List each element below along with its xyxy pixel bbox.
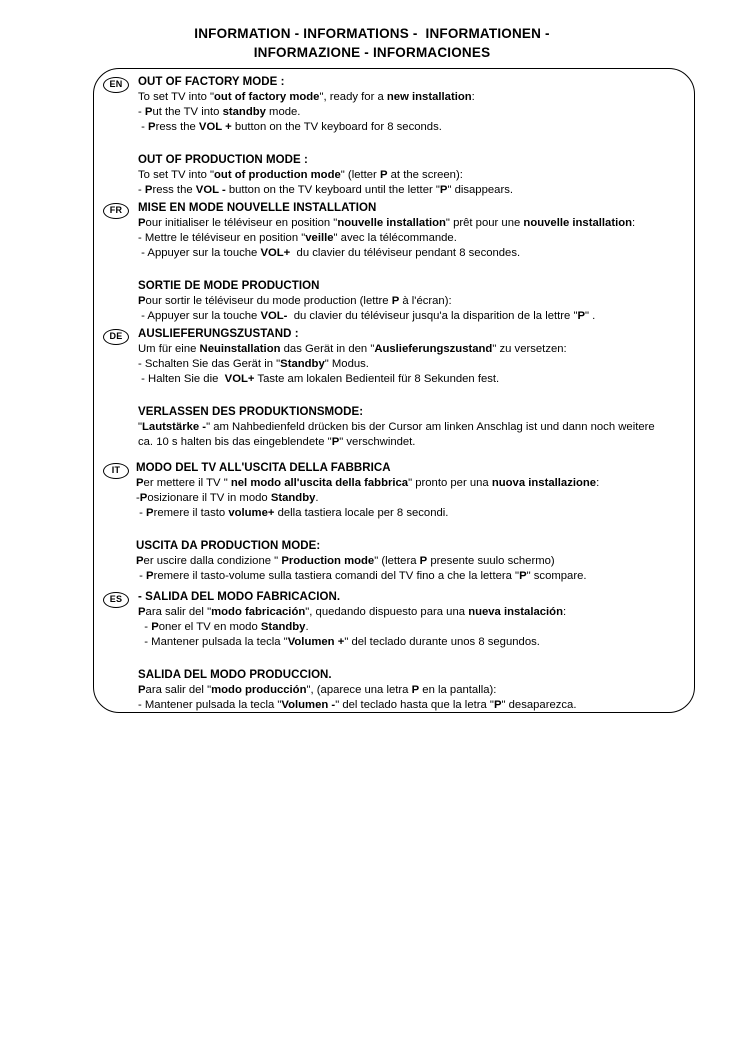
heading-en-production: OUT OF PRODUCTION MODE : — [138, 154, 308, 166]
block-fr-production — [138, 279, 696, 324]
line-en-factory-3: - Press the VOL + button on the TV keyboard for 8 seconds. — [138, 121, 442, 133]
line-en-factory-1: To set TV into "out of factory mode", ready for a new installation: — [138, 91, 475, 103]
line-en-production-2: - Press the VOL - button on the TV keyboard until the letter "P" disappears. — [138, 184, 513, 196]
heading-it-production: USCITA DA PRODUCTION MODE: — [136, 540, 321, 552]
block-it-fabbrica — [136, 461, 694, 521]
line-fr-installation-1: Pour initialiser le téléviseur en position "nouvelle installation" prêt pour une nouvelle installation: — [138, 217, 636, 229]
heading-es-produccion: SALIDA DEL MODO PRODUCCION. — [138, 669, 332, 681]
line-fr-installation-3: - Appuyer sur la touche VOL+ du clavier du téléviseur pendant 8 secondes. — [138, 247, 521, 259]
heading-de-auslieferung: AUSLIEFERUNGSZUSTAND : — [138, 328, 299, 340]
line-fr-installation-2: - Mettre le téléviseur en position "veille" avec la télécommande. — [138, 232, 457, 244]
page-title-line-1: INFORMATION - INFORMATIONS - INFORMATIONEN - — [194, 26, 550, 41]
line-de-auslieferung-2: - Schalten Sie das Gerät in "Standby" Modus. — [138, 358, 369, 370]
language-badge-en-icon: EN — [103, 77, 129, 93]
line-it-fabbrica-3: - Premere il tasto volume+ della tastiera locale per 8 secondi. — [136, 507, 449, 519]
block-fr-installation — [138, 201, 696, 261]
language-body-it — [136, 461, 694, 584]
page-title — [0, 24, 744, 62]
block-es-produccion — [138, 668, 696, 713]
line-es-produccion-2: - Mantener pulsada la tecla "Volumen -" del teclado hasta que la letra "P" desaparezca. — [138, 699, 577, 711]
block-de-auslieferung — [138, 327, 696, 387]
line-de-produktionsmode-2: ca. 10 s halten bis das eingeblendete "P" verschwindet. — [138, 436, 416, 448]
language-body-es — [138, 590, 696, 713]
language-badge-fr-icon: FR — [103, 203, 129, 219]
language-body-en — [138, 75, 696, 198]
heading-fr-installation: MISE EN MODE NOUVELLE INSTALLATION — [138, 202, 377, 214]
block-en-factory — [138, 75, 696, 135]
line-de-auslieferung-3: - Halten Sie die VOL+ Taste am lokalen Bedienteil für 8 Sekunden fest. — [138, 373, 500, 385]
heading-es-fabricacion: - SALIDA DEL MODO FABRICACION. — [138, 591, 341, 603]
line-it-fabbrica-1: Per mettere il TV " nel modo all'uscita della fabbrica" pronto per una nuova installazione: — [136, 477, 600, 489]
block-en-production — [138, 153, 696, 198]
line-es-fabricacion-1: Para salir del "modo fabricación", quedando dispuesto para una nueva instalación: — [138, 606, 567, 618]
language-body-de — [138, 327, 696, 450]
heading-en-factory: OUT OF FACTORY MODE : — [138, 76, 285, 88]
heading-de-produktionsmode: VERLASSEN DES PRODUKTIONSMODE: — [138, 406, 364, 418]
language-badge-de-icon: DE — [103, 329, 129, 345]
block-de-produktionsmode — [138, 405, 696, 450]
line-fr-production-2: - Appuyer sur la touche VOL- du clavier du téléviseur jusqu'a la disparition de la lettre "P" . — [138, 310, 596, 322]
block-it-production — [136, 539, 694, 584]
language-badge-it-icon: IT — [103, 463, 129, 479]
line-es-fabricacion-3: - Mantener pulsada la tecla "Volumen +" del teclado durante unos 8 segundos. — [138, 636, 540, 648]
line-it-production-1: Per uscire dalla condizione " Production mode" (lettera P presente suulo schermo) — [136, 555, 555, 567]
line-de-auslieferung-1: Um für eine Neuinstallation das Gerät in den "Auslieferungszustand" zu versetzen: — [138, 343, 567, 355]
line-es-produccion-1: Para salir del "modo producción", (aparece una letra P en la pantalla): — [138, 684, 497, 696]
language-body-fr — [138, 201, 696, 324]
line-it-production-2: - Premere il tasto-volume sulla tastiera comandi del TV fino a che la lettera "P" scompare. — [136, 570, 587, 582]
page-title-line-2: INFORMAZIONE - INFORMACIONES — [253, 45, 491, 60]
line-de-produktionsmode-1: "Lautstärke -" am Nahbedienfeld drücken bis der Cursor am linken Anschlag ist und dann noch weitere — [138, 421, 655, 433]
block-es-fabricacion — [138, 590, 696, 650]
heading-fr-production: SORTIE DE MODE PRODUCTION — [138, 280, 320, 292]
line-en-production-1: To set TV into "out of production mode" (letter P at the screen): — [138, 169, 463, 181]
line-es-fabricacion-2: - Poner el TV en modo Standby. — [138, 621, 309, 633]
language-badge-es-icon: ES — [103, 592, 129, 608]
heading-it-fabbrica: MODO DEL TV ALL'USCITA DELLA FABBRICA — [136, 462, 391, 474]
information-panel — [93, 68, 695, 713]
line-fr-production-1: Pour sortir le téléviseur du mode production (lettre P à l'écran): — [138, 295, 452, 307]
line-it-fabbrica-2: -Posizionare il TV in modo Standby. — [136, 492, 319, 504]
line-en-factory-2: - Put the TV into standby mode. — [138, 106, 301, 118]
